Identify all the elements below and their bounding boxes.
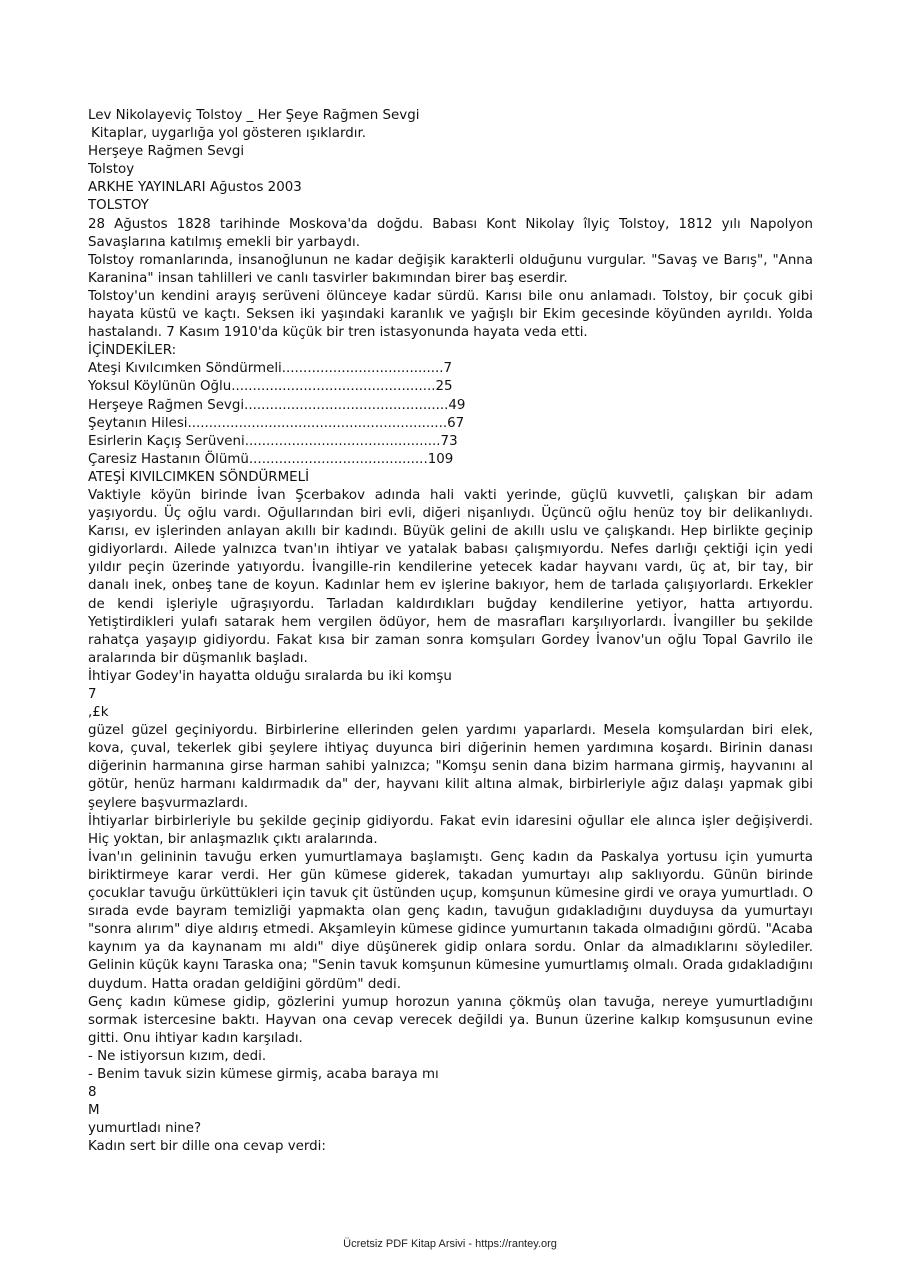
motto: Kitaplar, uygarlığa yol gösteren ışıklardır. bbox=[91, 126, 366, 142]
dialogue-line: - Benim tavuk sizin kümese girmiş, acaba baraya mı bbox=[88, 1066, 439, 1082]
document-title-line: Lev Nikolayeviç Tolstoy _ Her Şeye Rağmen Sevgi bbox=[88, 108, 420, 123]
author-name: Tolstoy bbox=[88, 162, 135, 178]
publisher-line: ARKHE YAYINLARI Ağustos 2003 bbox=[88, 180, 302, 196]
bio-paragraph-3: Tolstoy'un kendini arayış serüveni ölünceye kadar sürdü. Karısı bile onu anlamadı. Tolstoy, bir çocuk gibi hayata küstü ve kaçtı. Seksen iki yaşındaki karanlık ve yağışlı bir Ekim gecesinde köyünden ayrıldı. Yolda hastalandı. 7 Kasım 1910'da küçük bir tren istasyonunda hayata veda etti. bbox=[88, 288, 813, 341]
bio-paragraph-2: Tolstoy romanlarında, insanoğlunun ne kadar değişik karakterli olduğunu vurgular. "Savaş ve Barış", "Anna Karanina" insan tahlilleri ve canlı tasvirler bakımından birer baş eserdir. bbox=[88, 252, 813, 286]
bio-paragraph-1: 28 Ağustos 1828 tarihinde Moskova'da doğdu. Babası Kont Nikolay îlyiç Tolstoy, 1812 yılı Napolyon Savaşlarına katılmış emekli bir yarbaydı. bbox=[88, 216, 813, 250]
story-paragraph: İhtiyarlar birbirleriyle bu şekilde geçinip gidiyordu. Fakat evin idaresini oğullar ele alınca işler değişiverdi. Hiç yoktan, bir anlaşmazlık çıktı aralarında. bbox=[88, 813, 813, 847]
story-paragraph: Kadın sert bir dille ona cevap verdi: bbox=[88, 1139, 326, 1155]
story-heading: ATEŞİ KIVILCIMKEN SÖNDÜRMELİ bbox=[88, 469, 310, 485]
story-paragraph: güzel güzel geçiniyordu. Birbirlerine ellerinden gelen yardımı yaparlardı. Mesela komşulardan biri elek, kova, çuval, tekerlek gibi şeylere ihtiyaç duyunca biri diğerinin hemen yardımına koşardı. Birinin danası diğerinin harmanına girse harman sahibi yalnızca; "Komşu senin dana bizim harmana girmiş, hayvanını al götür, henüz harmanı kaldırmadık da" der, hayvanı kilit altına almak, birbirleriyle ağız dalaşı yapmak gibi şeylere başvurmazlardı. bbox=[88, 723, 813, 811]
toc-item: Ateşi Kıvılcımken Söndürmeli......................................7 bbox=[88, 361, 453, 377]
story-paragraph: Vaktiyle köyün birinde İvan Şcerbakov adında hali vakti yerinde, güçlü kuvvetli, çalışkan bir adam yaşıyordu. Üç oğlu vardı. Oğullarından biri evli, diğeri nişanlıydı. Üçüncü oğlu henüz toy bir delikanlıydı. Karısı, ev işlerinden anlayan akıllı bir kadındı. Büyük gelini de akıllı uslu ve çalışkandı. Hep birlikte geçinip gidiyorlardı. Ailede yalnızca tvan'ın ihtiyar ve yatalak babası çalışmıyordu. Nefes darlığı çektiği için yedi yıldır peçin üzerinde yatıyordu. İvangille-rin kendilerine yetecek kadar hayvanı vardı, üç at, bir tay, bir danalı inek, onbeş tane de koyun. Kadınlar hem ev işlerine bakıyor, hem de tarlada çalışıyorlardı. Erkekler de kendi işleriyle uğraşıyordu. Tarladan kaldırdıkları buğday kendilerine yetiyor, hatta artıyordu. Yetiştirdikleri yulafı satarak hem vergilen ödüyor, hem de masrafları karşılıyorlardı. İvangiller bu şekilde rahatça yaşayıp gidiyordu. Fakat kısa bir zaman sonra komşuları Gordey İvanov'un oğlu Topal Gavrilo ile aralarında bir düşmanlık başladı. bbox=[88, 487, 813, 666]
toc-item: Esirlerin Kaçış Serüveni..............................................73 bbox=[88, 433, 458, 449]
story-paragraph: Genç kadın kümese gidip, gözlerini yumup horozun yanına çökmüş olan tavuğa, nereye yumurtladığını sormak istercesine baktı. Hayvan ona cevap verecek değildi ya. Bunun üzerine kalkıp komşusunun evine gitti. Onu ihtiyar kadın karşıladı. bbox=[88, 994, 813, 1046]
story-paragraph: yumurtladı nine? bbox=[88, 1121, 202, 1137]
story-paragraph: İvan'ın gelininin tavuğu erken yumurtlamaya başlamıştı. Genç kadın da Paskalya yortusu için yumurta biriktirmeye karar verdi. Her gün kümese giderek, takadan yumurtayı alıp saklıyordu. Günün birinde çocuklar tavuğu ürküttükleri için tavuk çit üstünden uçup, komşunun kümesine girdi ve oraya yumurtladı. O sırada evde bayram temizliği yapmakta olan genç kadın, tavuğun gıdakladığını duyduysa da yumurtayı "sonra alırım" diye aldırış etmedi. Akşamleyin kümese gidince yumurtanın takada olmadığını gördü. "Acaba kaynım ya da kaynanam mı aldı" diye düşünerek gidip onlara sordu. Onlar da almadıklarını söylediler. Gelinin küçük kaynı Taraska ona; "Senin tavuk komşunun kümesine yumurtlamış olmalı. Orada gıdakladığını duydum. Hatta oradan geldiğini gördüm" dedi. bbox=[88, 849, 813, 992]
document-page bbox=[88, 107, 813, 1156]
bio-heading: TOLSTOY bbox=[88, 198, 149, 214]
story-paragraph: İhtiyar Godey'in hayatta olduğu sıralarda bu iki komşu bbox=[88, 668, 452, 684]
stray-text: ,£k bbox=[88, 705, 109, 721]
page-footer: Ücretsiz PDF Kitap Arsivi - https://rantey.org bbox=[343, 1238, 557, 1250]
book-title: Herşeye Rağmen Sevgi bbox=[88, 144, 245, 160]
stray-text: M bbox=[88, 1103, 100, 1119]
dialogue-line: - Ne istiyorsun kızım, dedi. bbox=[88, 1048, 267, 1064]
page-number: 7 bbox=[88, 687, 97, 702]
toc-item: Şeytanın Hilesi.............................................................67 bbox=[88, 415, 465, 431]
page-number: 8 bbox=[88, 1085, 97, 1101]
toc-heading: İÇİNDEKİLER: bbox=[88, 343, 177, 359]
toc-item: Herşeye Rağmen Sevgi................................................49 bbox=[88, 397, 466, 413]
toc-item: Yoksul Köylünün Oğlu................................................25 bbox=[88, 379, 453, 395]
toc-item: Çaresiz Hastanın Ölümü..........................................109 bbox=[88, 451, 454, 467]
